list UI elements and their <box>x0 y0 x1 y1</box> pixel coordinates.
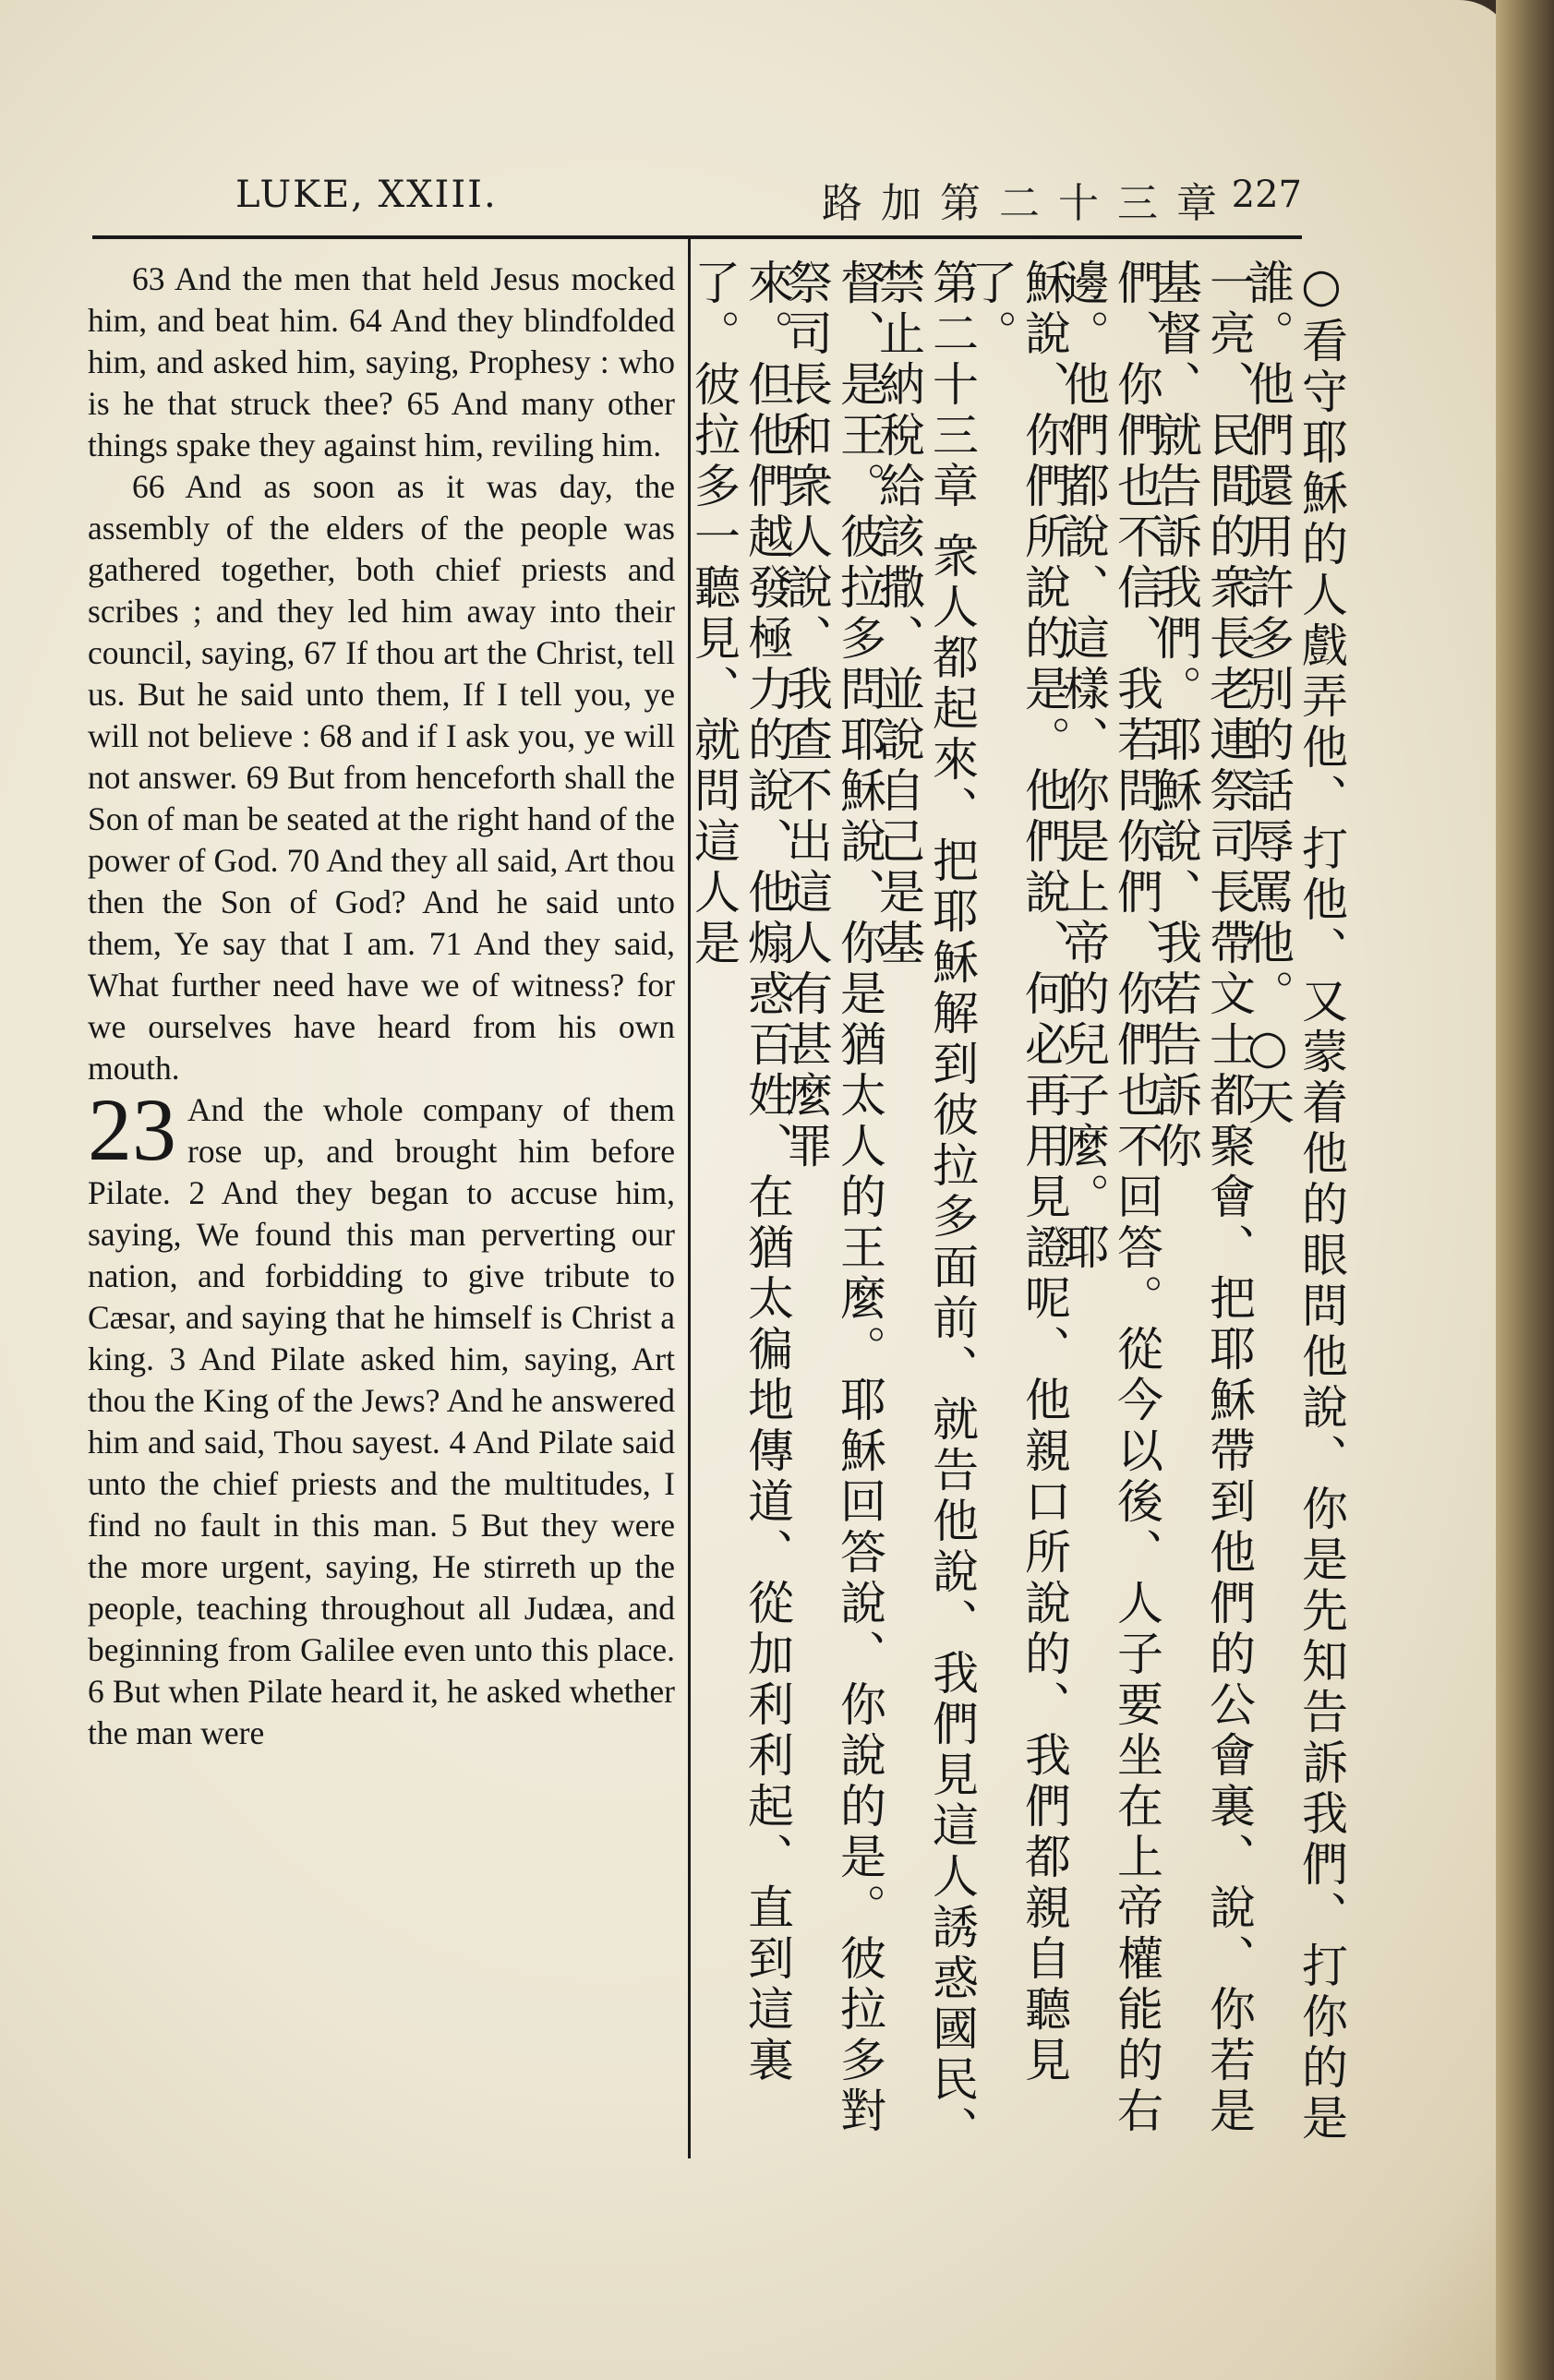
chinese-column-5: 第二十三章 衆人都起來、把耶穌解到彼拉多面前、就告他說、我們見這人誘惑國民、禁止納稅給該撒、並說自己是基 <box>872 258 979 2157</box>
header-book-title: LUKE, XXIII. <box>235 174 498 216</box>
chapter-23-block <box>88 1080 675 1754</box>
english-text-column <box>88 258 675 1754</box>
chinese-text-column <box>687 258 1348 2160</box>
chinese-column-4: 穌說、你們所說的是。他們說、何必再用見證呢、他親口所說的、我們都親自聽見了。 <box>964 258 1071 2086</box>
chinese-column-1: ○看守耶穌的人戲弄他、打他、又蒙着他的眼問他說、你是先知告訴我們、打你的是誰。他們還用許多別的話辱罵他。○天 <box>1241 258 1348 2145</box>
header-chinese-title: 路加第二十三章 <box>822 180 1235 227</box>
book-page-edge <box>1496 0 1554 2380</box>
chinese-column-3: 們、你們也不信、我若問你們、你們也不回答。從今以後、人子要坐在上帝權能的右邊。他們都說、這樣、你是上帝的兒子麼。耶 <box>1056 258 1163 2137</box>
english-paragraph-1: 63 And the men that held Jesus mocked him, and beat him. 64 And they blindfolded him, and asked him, saying, Prophesy : who is he that struck thee? 65 And many other things spake they against him, reviling him. <box>88 260 675 463</box>
page-number: 227 <box>1231 174 1302 216</box>
running-header <box>92 166 1302 227</box>
chapter-number: 23 <box>88 1080 176 1179</box>
chinese-column-6: 督、是王。彼拉多問耶穌說、你是猶太人的王麼。耶穌回答說、你說的是。彼拉多對祭司長和衆人說、我查不出這人有甚麼罪 <box>779 258 886 2137</box>
chinese-column-2: 一亮、民間的衆長老連祭司長帶文士都聚會、把耶穌帶到他們的公會裏、說、你若是基督、就告訴我們。耶穌說、我若告訴你 <box>1149 258 1256 2137</box>
header-rule <box>92 235 1302 239</box>
chinese-column-7: 來。但他們越發極力的說、他煽惑百姓、在猶太徧地傳道、從加利利起、直到這裏了。彼拉多一聽見、就問這人是 <box>687 258 794 2086</box>
english-paragraph-2: 66 And as soon as it was day, the assembly of the elders of the people was gathered together, both chief priests and scribes ; and they led him away into their council, saying, 67 If thou art the Christ, tell us. But he said unto them, If I tell you, ye will not believe : 68 and if I ask you, ye will not answer. 69 But from henceforth shall the Son of man be seated at the right hand of the power of God. 70 And they all said, Art thou then the Son of God? And he said unto them, Ye say that I am. 71 And they said, What further need have we of witness? for we ourselves have heard from his own mouth. <box>88 468 675 1087</box>
english-paragraph-3: And the whole company of them rose up, and brought him before Pilate. 2 And they began to accuse him, saying, We found this man perverting our nation, and forbidding to give tribute to Cæsar, and saying that he himself is Christ a king. 3 And Pilate asked him, saying, Art thou the King of the Jews? And he answered him and said, Thou sayest. 4 And Pilate said unto the chief priests and the multitudes, I find no fault in this man. 5 But they were the more urgent, saying, He stirreth up the people, teaching throughout all Judæa, and beginning from Galilee even unto this place. 6 But when Pilate heard it, he asked whether the man were <box>88 1091 675 1751</box>
